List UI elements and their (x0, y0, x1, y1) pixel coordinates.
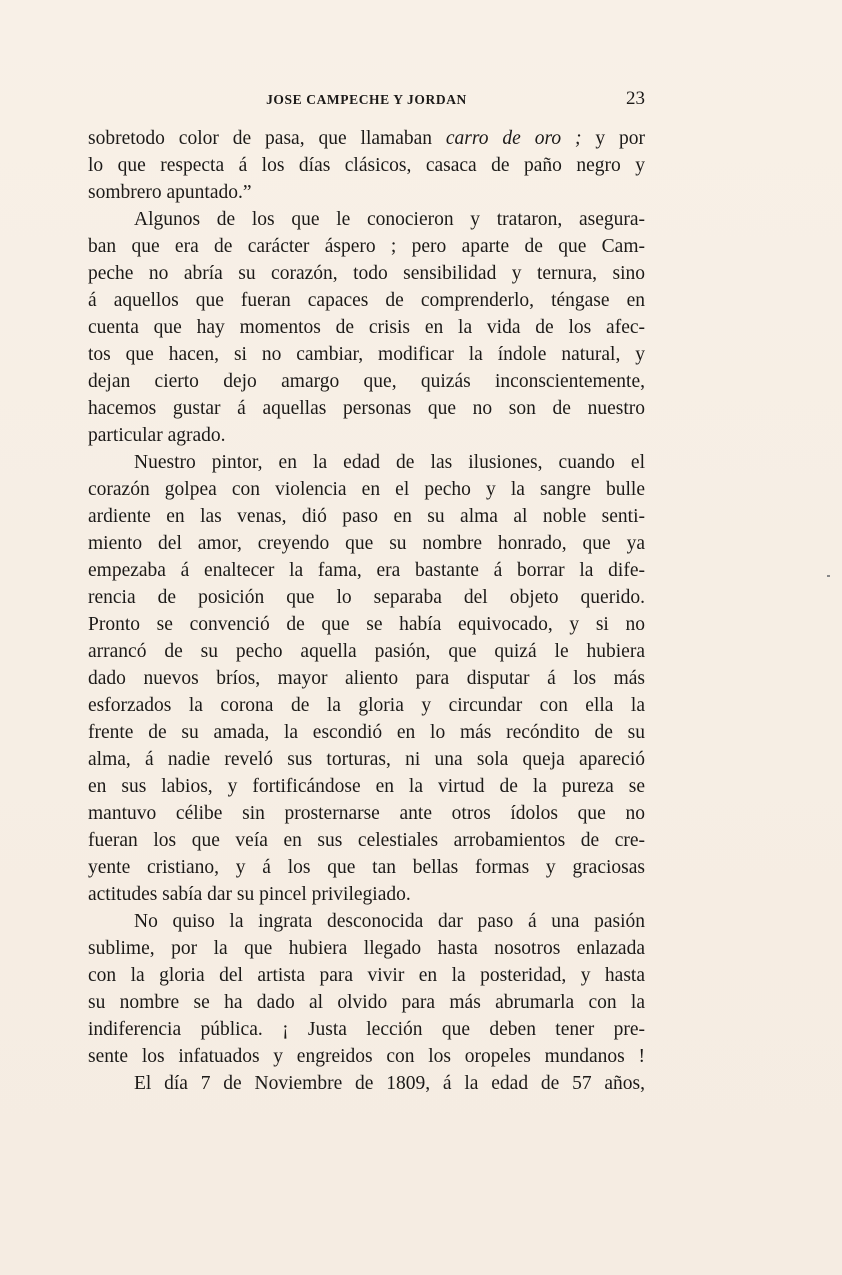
paragraph (88, 908, 645, 1070)
text-line: su nombre se ha dado al olvido para más abrumarla con la (88, 992, 645, 1013)
text-line: hacemos gustar á aquellas personas que no son de nuestro (88, 398, 645, 419)
text-line: ban que era de carácter áspero ; pero aparte de que Cam- (88, 236, 645, 257)
text-line: corazón golpea con violencia en el pecho y la sangre bulle (88, 479, 645, 500)
text-line: mantuvo célibe sin prosternarse ante otros ídolos que no (88, 803, 645, 824)
text-line: dejan cierto dejo amargo que, quizás inconscientemente, (88, 371, 645, 392)
text-line: ardiente en las venas, dió paso en su alma al noble senti- (88, 506, 645, 527)
text-line: lo que respecta á los días clásicos, casaca de paño negro y (88, 155, 645, 176)
text-line: esforzados la corona de la gloria y circundar con ella la (88, 695, 645, 716)
text-line: frente de su amada, la escondió en lo más recóndito de su (88, 722, 645, 743)
text-line: indiferencia pública. ¡ Justa lección que deben tener pre- (88, 1019, 645, 1040)
text-line: cuenta que hay momentos de crisis en la vida de los afec- (88, 317, 645, 338)
text-line: rencia de posición que lo separaba del objeto querido. (88, 587, 645, 608)
text-line: particular agrado. (88, 425, 226, 446)
text-span: sobretodo color de pasa, que llamaban (88, 128, 432, 149)
text-line: peche no abría su corazón, todo sensibilidad y ternura, sino (88, 263, 645, 284)
paragraph (88, 1070, 645, 1097)
text-line: fueran los que veía en sus celestiales arrobamientos de cre- (88, 830, 645, 851)
paragraph (88, 449, 645, 908)
italic-phrase: carro de oro ; (445, 128, 582, 149)
text-line: con la gloria del artista para vivir en la posteridad, y hasta (88, 965, 645, 986)
paragraph (88, 206, 645, 449)
paper-speck (827, 575, 830, 577)
text-line: sente los infatuados y engreidos con los oropeles mundanos ! (88, 1046, 645, 1067)
text-line: sublime, por la que hubiera llegado hasta nosotros enlazada (88, 938, 645, 959)
text-line: en sus labios, y fortificándose en la virtud de la pureza se (88, 776, 645, 797)
text-line: Algunos de los que le conocieron y trataron, asegura- (134, 209, 645, 230)
page-number: 23 (626, 88, 645, 109)
text-line: sombrero apuntado.” (88, 182, 252, 203)
running-title: JOSE CAMPECHE Y JORDAN (266, 92, 467, 107)
text-line: empezaba á enaltecer la fama, era bastante á borrar la dife- (88, 560, 645, 581)
text-line: miento del amor, creyendo que su nombre honrado, que ya (88, 533, 645, 554)
text-line: á aquellos que fueran capaces de comprenderlo, téngase en (88, 290, 645, 311)
text-line (88, 125, 645, 152)
text-line: El día 7 de Noviembre de 1809, á la edad de 57 años, (134, 1073, 645, 1094)
text-line: Pronto se convenció de que se había equivocado, y si no (88, 614, 645, 635)
text-line: arrancó de su pecho aquella pasión, que quizá le hubiera (88, 641, 645, 662)
text-span: y por (581, 128, 646, 149)
text-line: actitudes sabía dar su pincel privilegiado. (88, 884, 411, 905)
text-line: No quiso la ingrata desconocida dar paso á una pasión (134, 911, 645, 932)
paragraph (88, 125, 645, 206)
text-line: Nuestro pintor, en la edad de las ilusiones, cuando el (134, 452, 645, 473)
body-text (88, 125, 645, 1097)
text-line: alma, á nadie reveló sus torturas, ni una sola queja apareció (88, 749, 645, 770)
text-line: yente cristiano, y á los que tan bellas formas y graciosas (88, 857, 645, 878)
text-line: tos que hacen, si no cambiar, modificar la índole natural, y (88, 344, 645, 365)
text-line: dado nuevos bríos, mayor aliento para disputar á los más (88, 668, 645, 689)
running-header (88, 88, 645, 112)
